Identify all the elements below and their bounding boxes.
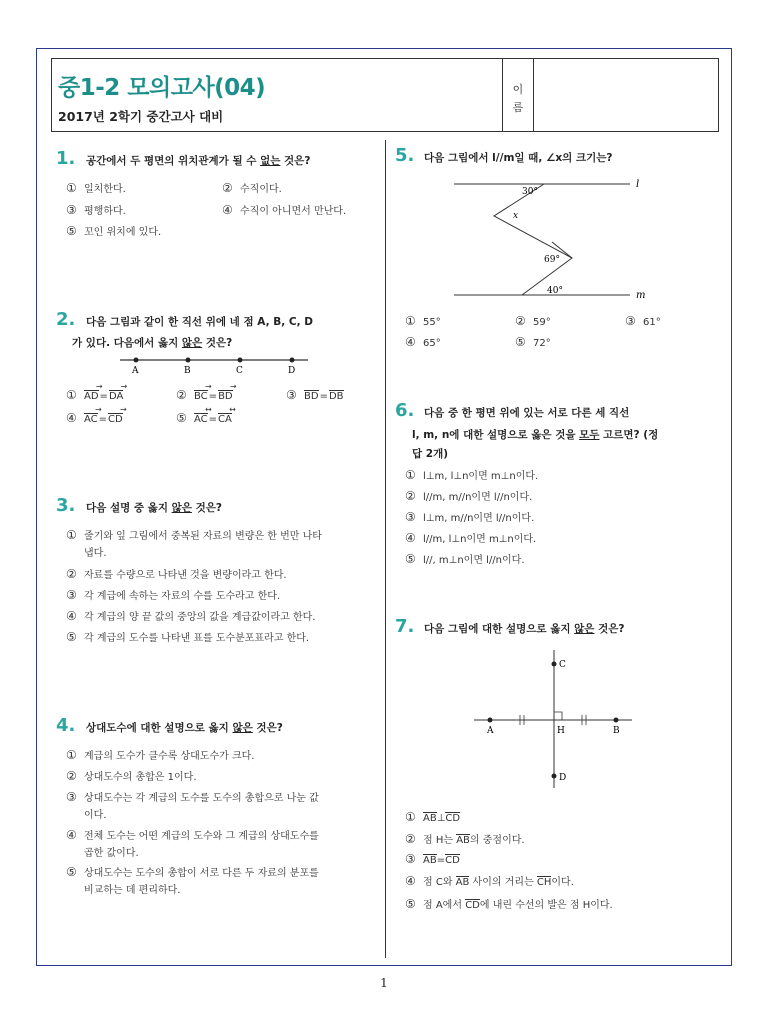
equals-sign: = — [208, 391, 218, 402]
option-circle: ④ — [405, 874, 416, 888]
name-label-box — [502, 59, 534, 131]
question-text-line3: 답 2개) — [412, 448, 449, 460]
option-2[interactable]: ② 59° — [515, 314, 551, 328]
question-number: 1. — [56, 148, 76, 169]
option-text: 이다. — [551, 877, 574, 888]
option-4[interactable]: ④ l//m, l⊥n이면 m⊥n이다. — [405, 531, 537, 545]
notation-arrow-icon: → — [95, 382, 103, 391]
option-4[interactable]: ④ 65° — [405, 335, 441, 349]
notation-arrow-icon: → — [229, 382, 237, 391]
option-4[interactable] — [66, 405, 127, 426]
point-label-a: A — [487, 726, 494, 736]
point-label-d: D — [288, 366, 296, 376]
equals-sign: = — [98, 414, 108, 425]
option-2[interactable]: ② 자료를 수량으로 나타낸 것을 변량이라고 한다. — [66, 567, 287, 581]
option-1[interactable] — [66, 382, 128, 403]
option-term: CA ↔ — [218, 405, 236, 425]
question-text: 다음 그림에서 l//m일 때, ∠x의 크기는? — [424, 152, 613, 164]
option-1[interactable] — [405, 810, 460, 825]
option-1[interactable]: ① 55° — [405, 314, 441, 328]
option-3[interactable]: ③ 61° — [625, 314, 661, 328]
option-3[interactable]: ③ l⊥m, m//n이면 l//n이다. — [405, 510, 535, 524]
equals-sign: = — [319, 391, 328, 402]
question-number: 7. — [395, 616, 415, 637]
page-subtitle: 2017년 2학기 중간고사 대비 — [58, 109, 224, 124]
option-text: 점 C와 — [423, 877, 456, 888]
point-a-dot — [134, 358, 139, 363]
option-circle: ① — [66, 388, 77, 402]
option-4[interactable] — [405, 873, 574, 889]
option-circle: ② — [176, 388, 187, 402]
option-2[interactable] — [176, 382, 237, 403]
header-box — [51, 58, 719, 132]
page-number: 1 — [380, 976, 388, 990]
point-label-b: B — [184, 366, 191, 376]
equals-sign: = — [99, 391, 108, 402]
question-text: 공간에서 두 평면의 위치관계가 될 수 없는 것은? — [86, 155, 311, 167]
option-circle: ④ — [66, 411, 77, 425]
option-2[interactable]: ② 수직이다. — [222, 181, 282, 195]
zigzag-angle-figure — [452, 176, 652, 302]
segment-term: CH — [536, 877, 552, 888]
option-1[interactable]: ① 일치한다. — [66, 181, 126, 195]
question-number: 3. — [56, 495, 76, 516]
segment-term: AB — [456, 835, 470, 846]
option-5[interactable] — [405, 896, 613, 912]
option-text: 점 H는 — [423, 835, 457, 846]
option-4-cont: 곱한 값이다. — [84, 848, 139, 859]
segment-term: CD — [465, 900, 480, 911]
angle-label-x: x — [513, 211, 519, 221]
point-b-dot — [614, 718, 619, 723]
point-label-c: C — [236, 366, 243, 376]
angle-label-40: 40° — [547, 286, 563, 296]
option-3[interactable] — [405, 852, 460, 867]
option-text: = — [436, 855, 446, 866]
option-3[interactable]: ③ 평행하다. — [66, 203, 126, 217]
point-label-c: C — [559, 660, 566, 670]
question-text: 상대도수에 대한 설명으로 옳지 않은 것은? — [86, 722, 283, 734]
option-2[interactable]: ② l//m, m//n이면 l//n이다. — [405, 489, 533, 503]
notation-arrow-icon: → — [120, 382, 128, 391]
question-number: 5. — [395, 145, 415, 166]
segment-term: CD — [445, 855, 460, 866]
option-5[interactable]: ⑤ 72° — [515, 335, 551, 349]
segment-term: AB — [423, 813, 437, 824]
point-label-a: A — [132, 366, 139, 376]
option-5[interactable]: ⑤ 꼬인 위치에 있다. — [66, 224, 162, 238]
column-divider — [385, 140, 386, 958]
option-term: CD → — [108, 405, 127, 425]
notation-arrow-icon: ↔ — [204, 405, 212, 414]
question-text: 다음 그림에 대한 설명으로 옳지 않은 것은? — [424, 623, 625, 635]
option-circle: ③ — [405, 852, 416, 866]
page-title: 중1-2 모의고사(04) — [58, 75, 266, 101]
option-term: DA → — [108, 382, 128, 402]
line-label-m: m — [636, 290, 646, 301]
line-label-l: l — [636, 179, 640, 190]
notation-arrow-icon: ↔ — [229, 405, 236, 414]
point-a-dot — [488, 718, 493, 723]
option-circle: ⑤ — [405, 897, 416, 911]
option-5-cont: 비교하는 데 편리하다. — [84, 885, 181, 896]
option-1[interactable]: ① l⊥m, l⊥n이면 m⊥n이다. — [405, 468, 539, 482]
option-5[interactable]: ⑤ 각 계급의 도수를 나타낸 표를 도수분포표라고 한다. — [66, 630, 310, 644]
point-d-dot — [552, 774, 557, 779]
points-on-line-figure — [118, 352, 312, 376]
option-3[interactable]: ③ 상대도수는 각 계급의 도수를 도수의 총합으로 나눈 값 — [66, 790, 319, 804]
point-label-h: H — [557, 726, 565, 736]
notation-arrow-icon: → — [120, 405, 127, 414]
question-text-line2: 가 있다. 다음에서 옳지 않은 것은? — [72, 337, 233, 349]
option-term: BD → — [218, 382, 237, 402]
notation-arrow-icon: → — [204, 382, 212, 391]
name-label-2: 름 — [512, 101, 524, 114]
option-text: 점 A에서 — [423, 900, 466, 911]
point-d-dot — [290, 358, 295, 363]
segment-term: CD — [445, 813, 461, 824]
option-circle: ② — [405, 832, 416, 846]
option-term: BD — [304, 391, 319, 402]
segment-term: AB — [455, 877, 470, 888]
notation-arrow-icon: → — [94, 405, 102, 414]
option-term: AD → — [84, 382, 103, 402]
option-text: 에 내린 수선의 발은 점 H이다. — [479, 900, 613, 911]
option-5[interactable] — [176, 405, 236, 426]
point-label-d: D — [559, 773, 567, 783]
option-5[interactable]: ⑤ l//, m⊥n이면 l//n이다. — [405, 552, 525, 566]
option-5[interactable]: ⑤ 상대도수는 도수의 총합이 서로 다른 두 자료의 분포를 — [66, 865, 319, 879]
question-text: 다음 그림과 같이 한 직선 위에 네 점 A, B, C, D — [86, 316, 313, 328]
option-4[interactable]: ④ 수직이 아니면서 만난다. — [222, 203, 347, 217]
option-3[interactable]: ③ 각 계급에 속하는 자료의 수를 도수라고 한다. — [66, 588, 281, 602]
option-text: ⊥ — [436, 813, 446, 824]
question-number: 4. — [56, 715, 76, 736]
segment-term: AB — [423, 855, 437, 866]
option-circle: ③ — [286, 388, 297, 402]
option-1-cont: 냅다. — [84, 548, 107, 559]
option-term: AC ↔ — [194, 405, 212, 425]
option-circle: ⑤ — [176, 411, 187, 425]
option-1[interactable]: ① 계급의 도수가 클수록 상대도수가 크다. — [66, 748, 255, 762]
name-label-1: 이 — [512, 83, 524, 96]
point-label-b: B — [613, 726, 620, 736]
point-c-dot — [238, 358, 243, 363]
angle-label-30: 30° — [522, 187, 538, 197]
question-text-line2: l, m, n에 대한 설명으로 옳은 것을 모두 고르면? (정 — [412, 429, 659, 441]
option-text: 의 중점이다. — [469, 835, 525, 846]
point-b-dot — [186, 358, 191, 363]
question-text: 다음 설명 중 옳지 않은 것은? — [86, 502, 222, 514]
option-1[interactable]: ① 줄기와 잎 그림에서 중복된 자료의 변량은 한 번만 나타 — [66, 528, 322, 542]
option-4[interactable]: ④ 전체 도수는 어떤 계급의 도수와 그 계급의 상대도수를 — [66, 828, 319, 842]
option-3-cont: 이다. — [84, 810, 107, 821]
option-3[interactable] — [286, 388, 344, 403]
option-2[interactable] — [405, 831, 525, 847]
option-text: 사이의 거리는 — [469, 877, 537, 888]
question-text: 다음 중 한 평면 위에 있는 서로 다른 세 직선 — [424, 407, 630, 419]
question-number: 6. — [395, 400, 415, 421]
question-number: 2. — [56, 309, 76, 330]
perpendicular-bisector-figure — [470, 648, 636, 792]
option-2[interactable]: ② 상대도수의 총합은 1이다. — [66, 769, 197, 783]
option-circle: ① — [405, 810, 416, 824]
point-c-dot — [552, 662, 557, 667]
option-term: AC → — [84, 405, 102, 425]
option-term: DB — [328, 391, 344, 402]
option-term: BC → — [194, 382, 212, 402]
option-4[interactable]: ④ 각 계급의 양 끝 값의 중앙의 값을 계급값이라고 한다. — [66, 609, 316, 623]
equals-sign: = — [208, 414, 218, 425]
angle-label-69: 69° — [544, 255, 560, 265]
